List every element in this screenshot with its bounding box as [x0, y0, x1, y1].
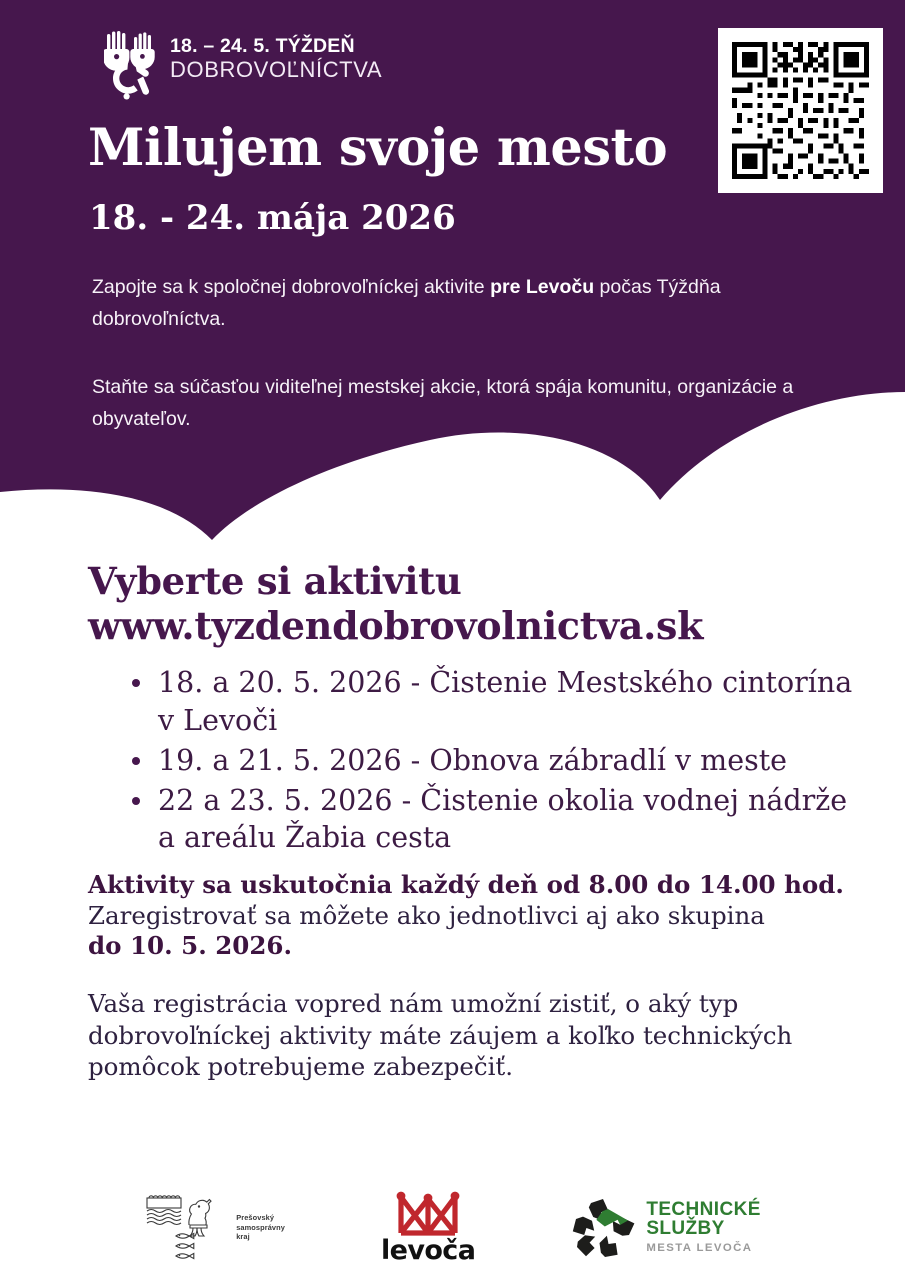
logo-technicke-sluzby [571, 1197, 760, 1259]
brand-line-2: DOBROVOĽNÍCTVA [170, 57, 383, 83]
hero-paragraph-1-post: počas Týždňa dobrovoľníctva. [92, 276, 721, 330]
footer-logos [0, 1189, 905, 1266]
technicke-sluzby-wordmark [646, 1201, 760, 1253]
section-title [88, 560, 905, 648]
psk-text-line-2: samosprávny [236, 1222, 285, 1232]
logo-levoca [381, 1189, 475, 1266]
logo-presovsky-samospravny-kraj [144, 1192, 285, 1264]
recycling-arrows-icon [571, 1197, 637, 1259]
ts-line-2: SLUŽBY [646, 1218, 725, 1239]
brand-line-1: 18. – 24. 5. TÝŽDEŇ [170, 35, 355, 57]
ts-line-3: MESTA LEVOČA [646, 1241, 753, 1254]
list-item: 19. a 21. 5. 2026 - Obnova zábradlí v meste [128, 742, 868, 779]
brand-lockup [104, 30, 382, 100]
activity-list [0, 664, 905, 855]
main-content [0, 560, 905, 1082]
levoca-wordmark: levoča [380, 1235, 476, 1266]
hero-paragraph-2: Staňte sa súčasťou viditeľnej mestskej akcie, ktorá spája komunitu, organizácie a obyvateľov. [92, 376, 794, 430]
psk-text-line-1: Prešovský [236, 1212, 275, 1222]
hero-paragraph-1-pre: Zapojte sa k spoločnej dobrovoľníckej aktivite [92, 276, 491, 298]
levoca-crown-icon [395, 1189, 461, 1237]
hero-paragraph-1-emphasis: pre Levoču [490, 276, 595, 298]
schedule-hours: Aktivity sa uskutočnia každý deň od 8.00 do 14.00 hod. [88, 869, 844, 899]
list-item: 18. a 20. 5. 2026 - Čistenie Mestského cintorína v Levoči [128, 664, 868, 738]
section-title-text: Vyberte si aktivitu [88, 559, 462, 603]
ts-line-1: TECHNICKÉ [646, 1199, 761, 1221]
page-title: Milujem svoje mesto [88, 118, 668, 178]
event-dates: 18. - 24. mája 2026 [89, 198, 456, 238]
hero-paragraph-1 [92, 272, 812, 335]
raised-hands-volunteer-icon [104, 30, 160, 100]
schedule-info [88, 870, 868, 963]
qr-code[interactable] [718, 28, 883, 193]
registration-deadline: do 10. 5. 2026. [88, 931, 292, 961]
list-item: 22 a 23. 5. 2026 - Čistenie okolia vodnej nádrže a areálu Žabia cesta [128, 782, 868, 856]
closing-paragraph: Vaša registrácia vopred nám umožní zistiť, o aký typ dobrovoľníckej aktivity máte záujem a koľko technických pomôcok potrebujeme zabezpečiť. [88, 989, 793, 1082]
website-url[interactable]: www.tyzdendobrovolnictva.sk [88, 602, 704, 648]
psk-logo-text [236, 1213, 285, 1242]
psk-text-line-3: kraj [236, 1232, 250, 1242]
psk-coat-of-arms-icon [144, 1192, 230, 1264]
registration-note: Zaregistrovať sa môžete ako jednotlivci aj ako skupina [88, 900, 765, 930]
